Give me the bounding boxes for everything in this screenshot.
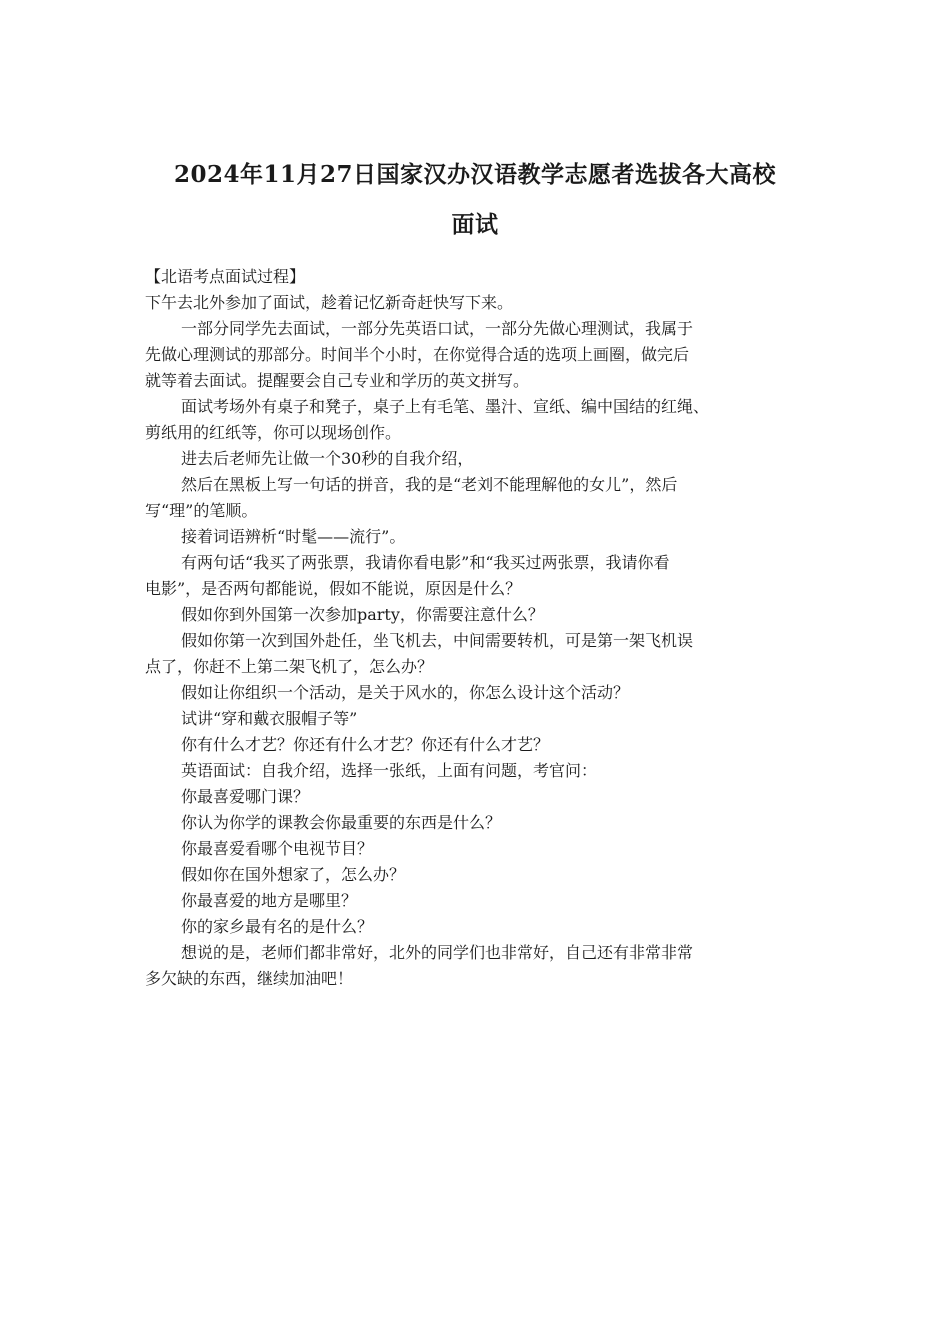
paragraph-line: 你最喜爱的地方是哪里？	[181, 891, 358, 910]
paragraph-line: 下午去北外参加了面试，趁着记忆新奇赶快写下来。	[145, 293, 514, 312]
paragraph-line: 点了，你赶不上第二架飞机了，怎么办？	[145, 657, 434, 676]
paragraph-line: 假如你在国外想家了，怎么办？	[181, 865, 406, 884]
paragraph-line: 你认为你学的课教会你最重要的东西是什么？	[181, 813, 502, 832]
title-line-1: 2024年11月27日国家汉办汉语教学志愿者选拔各大高校	[173, 161, 777, 188]
paragraph-line: 想说的是，老师们都非常好，北外的同学们也非常好，自己还有非常非常	[181, 943, 694, 962]
paragraph-line: 多欠缺的东西，继续加油吧！	[145, 969, 354, 988]
paragraph-line: 假如你到外国第一次参加party，你需要注意什么？	[181, 605, 544, 624]
paragraph-line: 假如你第一次到国外赴任，坐飞机去，中间需要转机，可是第一架飞机误	[181, 631, 694, 650]
paragraph-line: 剪纸用的红纸等，你可以现场创作。	[145, 423, 402, 442]
paragraph-line: 就等着去面试。提醒要会自己专业和学历的英文拼写。	[145, 371, 530, 390]
paragraph-line: 先做心理测试的那部分。时间半个小时，在你觉得合适的选项上画圈，做完后	[145, 345, 690, 364]
paragraph-line: 假如让你组织一个活动，是关于风水的，你怎么设计这个活动？	[181, 683, 630, 702]
paragraph-line: 一部分同学先去面试，一部分先英语口试，一部分先做心理测试，我属于	[181, 319, 694, 338]
paragraph-line: 进去后老师先让做一个30秒的自我介绍，	[181, 449, 474, 468]
paragraph-line: 有两句话“我买了两张票，我请你看电影”和“我买过两张票，我请你看	[181, 553, 670, 572]
paragraph-line: 你最喜爱看哪个电视节目？	[181, 839, 374, 858]
paragraph-line: 你的家乡最有名的是什么？	[181, 917, 374, 936]
paragraph-line: 面试考场外有桌子和凳子，桌子上有毛笔、墨汁、宣纸、编中国结的红绳、	[181, 397, 710, 416]
section-heading: 【北语考点面试过程】	[145, 267, 306, 286]
paragraph-line: 英语面试：自我介绍，选择一张纸，上面有问题，考官问：	[181, 761, 598, 780]
paragraph-line: 写“理”的笔顺。	[145, 501, 258, 520]
paragraph-line: 电影”，是否两句都能说，假如不能说，原因是什么？	[145, 579, 522, 598]
paragraph-line: 你有什么才艺？你还有什么才艺？你还有什么才艺？	[181, 735, 550, 754]
paragraph-line: 你最喜爱哪门课？	[181, 787, 310, 806]
paragraph-line: 然后在黑板上写一句话的拼音，我的是“老刘不能理解他的女儿”，然后	[181, 475, 678, 494]
title-line-2: 面试	[451, 211, 499, 238]
document-body	[145, 264, 805, 992]
document-title	[120, 150, 830, 250]
paragraph-line: 试讲“穿和戴衣服帽子等”	[181, 709, 358, 728]
paragraph-line: 接着词语辨析“时髦——流行”。	[181, 527, 406, 546]
